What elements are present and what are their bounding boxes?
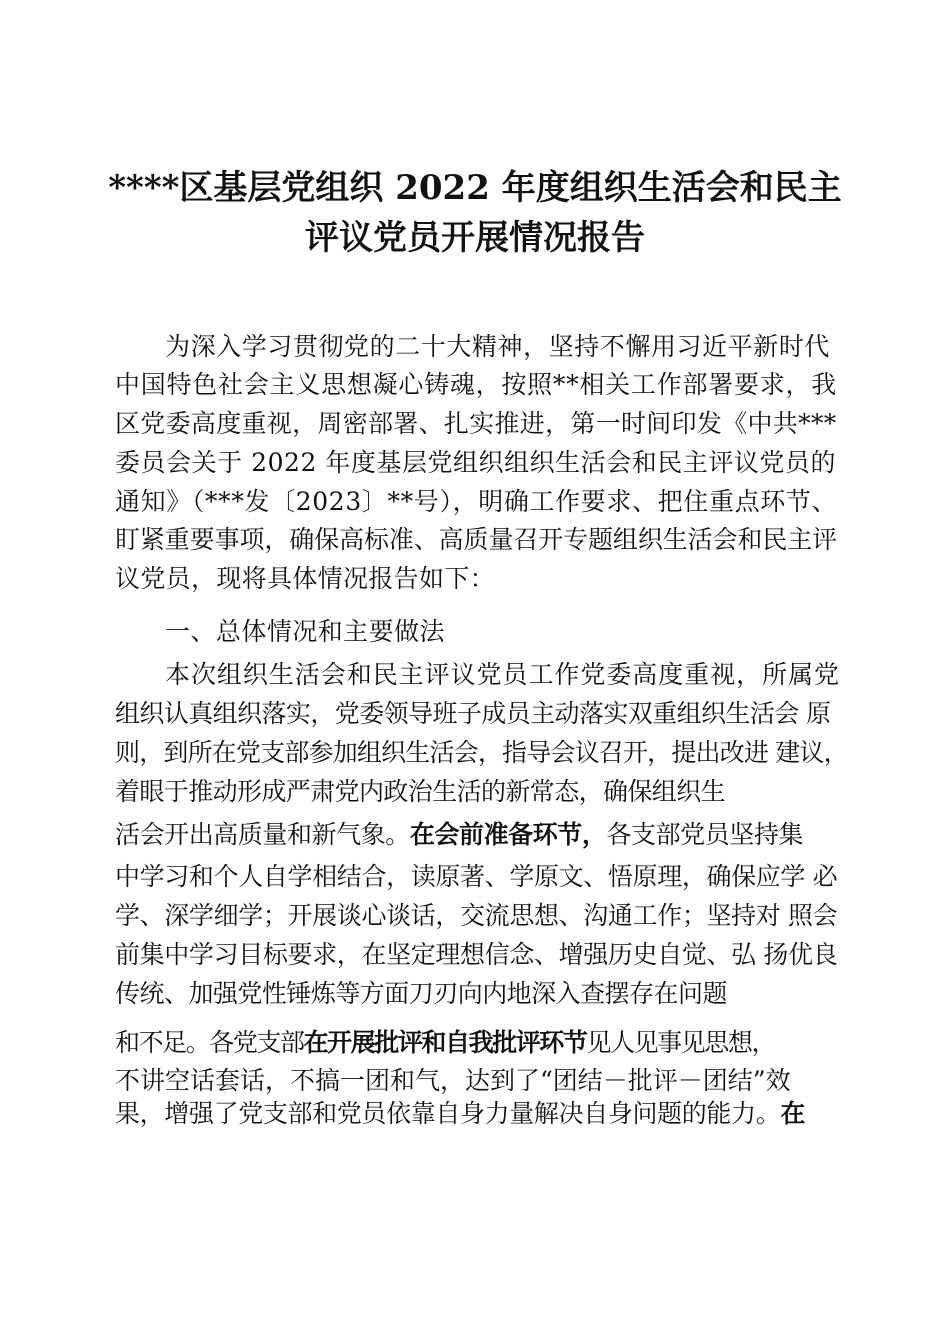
line-text: 传统、加强党性锤炼等方面刀刃向内地深入查摆存在问题 — [115, 979, 728, 1008]
body-line — [115, 979, 727, 1009]
emphasis-text: 在 — [780, 1099, 806, 1128]
body-line — [115, 370, 837, 400]
line-text: 组织认真组织落实，党委领导班子成员主动落实双重组织生活会 原 — [115, 699, 831, 728]
line-text: 本次组织生活会和民主评议党员工作党委高度重视，所属党 — [165, 660, 841, 689]
body-line — [115, 448, 836, 478]
line-text: 着眼于推动形成严肃党内政治生活的新常态，确保组织生 — [115, 777, 726, 806]
line-text: 中国特色社会主义思想凝心铸魂，按照**相关工作部署要求，我 — [115, 370, 838, 399]
body-line — [115, 487, 837, 517]
line-text: 区党委高度重视，周密部署、扎实推进，第一时间印发《中共*** — [115, 409, 837, 438]
emphasis-text: 在开展批评和自我批评环节 — [303, 1028, 587, 1057]
body-line — [165, 660, 840, 690]
body-line — [115, 699, 831, 729]
line-text: 一、总体情况和主要做法 — [165, 617, 446, 646]
line-text: 为深入学习贯彻党的二十大精神，坚持不懈用习近平新时代 — [165, 332, 831, 361]
line-text: 前集中学习目标要求，在坚定理想信念、增强历史自觉、弘 扬优良 — [115, 940, 838, 969]
body-line — [115, 940, 837, 970]
body-line — [115, 1028, 775, 1058]
document-title-line-2: 评议党员开展情况报告 — [305, 218, 645, 258]
line-text: 果，增强了党支部和党员依靠自身力量解决自身问题的能力。 — [115, 1099, 781, 1128]
body-line — [115, 862, 837, 892]
body-line — [115, 409, 837, 439]
line-text: 各支部党员坚持集 — [606, 820, 804, 849]
line-text: 委员会关于 2022 年度基层党组织组织生活会和民主评议党员的 — [115, 448, 836, 477]
emphasis-text: 在会前准备环节， — [409, 820, 607, 849]
line-text: 盯紧重要事项，确保高标准、高质量召开专题组织生活会和民主评 — [115, 525, 838, 554]
body-line — [115, 564, 495, 594]
line-text: 中学习和个人自学相结合，读原著、学原文、悟原理，确保应学 必 — [115, 862, 838, 891]
body-line — [115, 738, 848, 768]
document-title-line-1: ****区基层党组织 2022 年度组织生活会和民主 — [108, 168, 842, 208]
line-text: 则，到所在党支部参加组织生活会，指导会议召开，提出改进 建议， — [115, 738, 848, 767]
body-line — [115, 777, 725, 807]
line-text: 见人见事见思想， — [586, 1028, 776, 1057]
body-line — [115, 820, 803, 850]
body-line — [115, 1066, 791, 1096]
line-text: 活会开出高质量和新气象。 — [115, 820, 410, 849]
line-text: 议党员，现将具体情况报告如下： — [115, 564, 496, 593]
body-line — [115, 1099, 805, 1129]
body-line — [165, 332, 830, 362]
line-text: 学、深学细学；开展谈心谈话，交流思想、沟通工作；坚持对 照会 — [115, 901, 838, 930]
body-line — [165, 617, 445, 647]
line-text: 通知》（***发〔2023〕**号），明确工作要求、把住重点环节、 — [115, 487, 838, 516]
body-line — [115, 525, 837, 555]
body-line — [115, 901, 837, 931]
line-text: 不讲空话套话，不搞一团和气，达到了“团结－批评－团结”效 — [115, 1066, 791, 1095]
line-text: 和不足。各党支部 — [115, 1028, 304, 1057]
